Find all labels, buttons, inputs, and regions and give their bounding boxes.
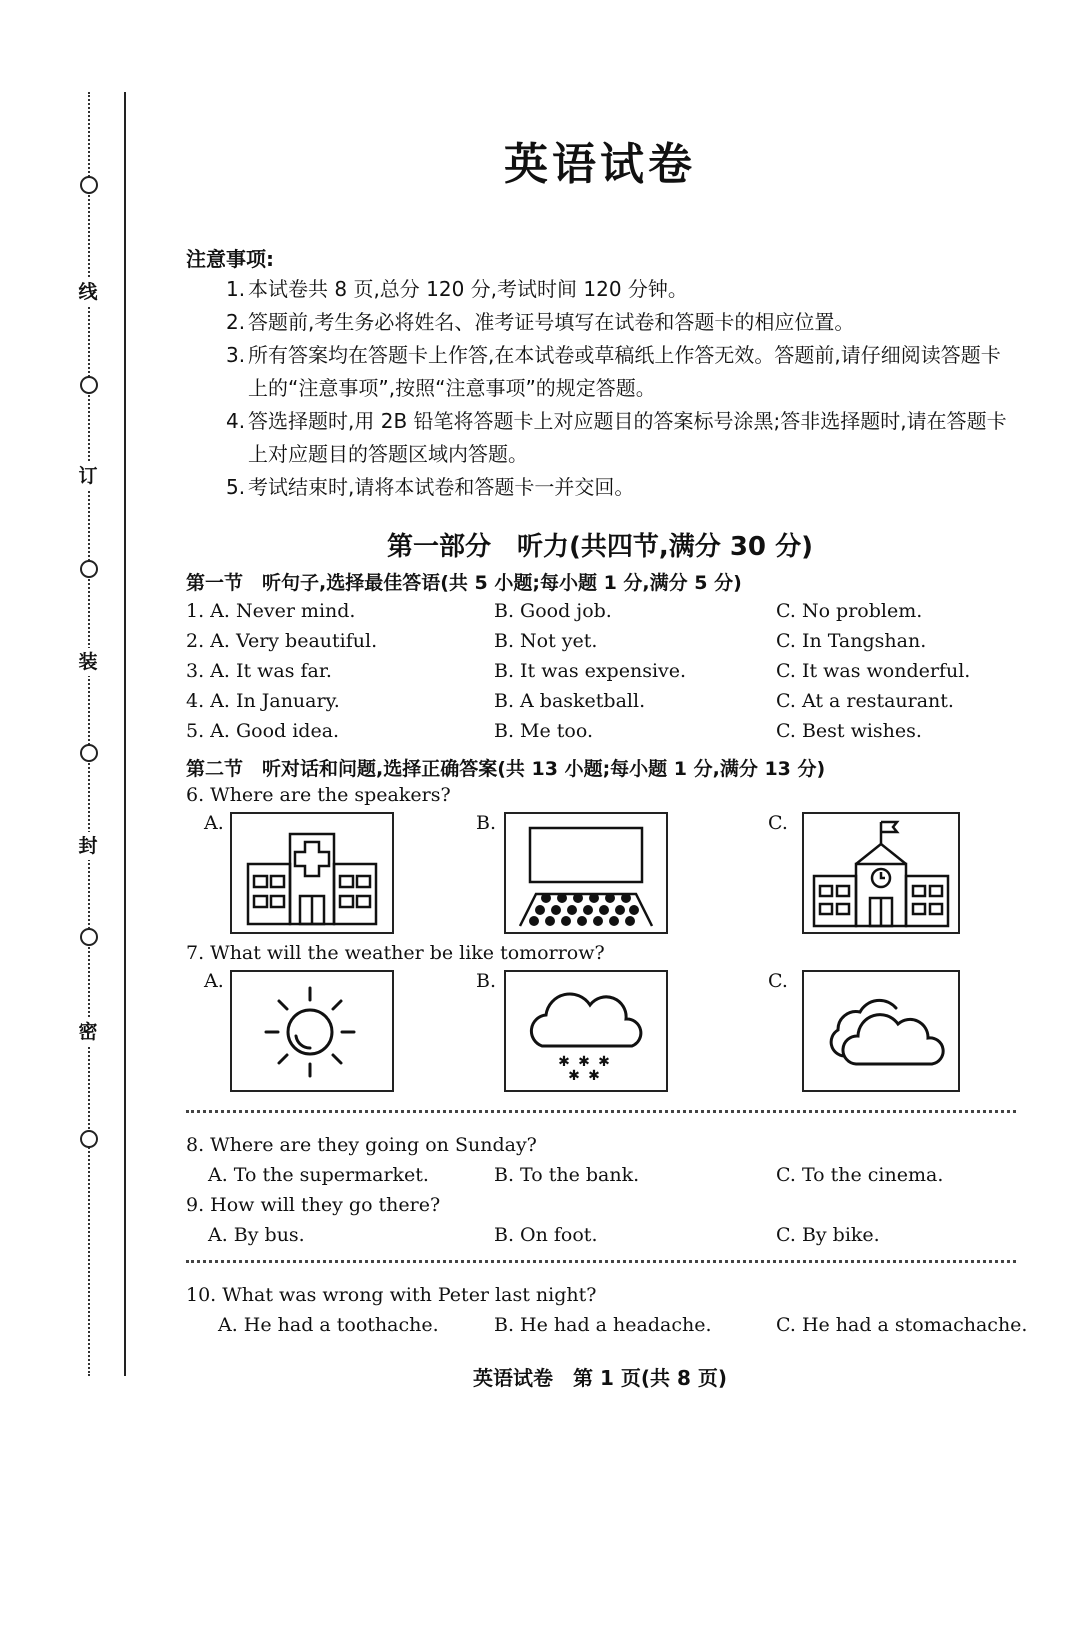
question-9: 9. How will they go there? [186,1194,441,1216]
binding-circle [80,560,98,578]
option-picture-c [802,970,960,1092]
option-a: 1. A. Never mind. [186,600,356,622]
question-row [186,656,1026,686]
sun-icon [232,972,392,1090]
question-row [186,1220,1026,1250]
part-title: 第一部分 听力(共四节,满分 30 分) [387,532,813,562]
pic-label-c: C. [768,812,788,834]
pic-label-b: B. [476,970,497,992]
margin-rule [124,92,126,1376]
note-text: 所有答案均在答题卡上作答,在本试卷或草稿纸上作答无效。答题前,请仔细阅读答题卡上的“注意事项”,按照“注意事项”的规定答题。 [248,343,1001,400]
divider-dotted [186,1110,1016,1113]
option-b: B. He had a headache. [494,1314,712,1336]
note-item [226,273,1016,306]
section-2-title: 第二节 听对话和问题,选择正确答案(共 13 小题;每小题 1 分,满分 13 分) [186,758,826,780]
option-b: B. A basketball. [494,690,646,712]
binding-mark-mi: 密 [74,1018,102,1046]
note-item [226,471,1016,504]
binding-mark-zhuang: 装 [74,648,102,676]
question-row [186,1310,1026,1340]
pic-label-c: C. [768,970,788,992]
option-b: B. It was expensive. [494,660,687,682]
binding-mark-ding: 订 [74,462,102,490]
cinema-icon [506,814,666,932]
note-number: 1. [226,277,246,301]
question-row [186,1160,1026,1190]
pic-label-a: A. [204,970,224,992]
hospital-icon [232,814,392,932]
question-row [186,596,1026,626]
option-b: B. Good job. [494,600,612,622]
school-icon [804,814,958,932]
binding-mark-xian: 线 [74,278,102,306]
question-row [186,716,1026,746]
question-6: 6. Where are the speakers? [186,784,451,806]
page-footer: 英语试卷 第 1 页(共 8 页) [473,1366,727,1390]
option-c: C. By bike. [776,1224,880,1246]
option-a: 3. A. It was far. [186,660,332,682]
divider-dotted [186,1260,1016,1263]
option-c: C. Best wishes. [776,720,922,742]
question-7: 7. What will the weather be like tomorrow? [186,942,605,964]
pic-label-a: A. [204,812,224,834]
option-a: 4. A. In January. [186,690,340,712]
svg-text:✱: ✱ [578,1054,590,1070]
section-1-title: 第一节 听句子,选择最佳答语(共 5 小题;每小题 1 分,满分 5 分) [186,572,742,594]
option-c: C. No problem. [776,600,923,622]
option-c: C. It was wonderful. [776,660,971,682]
question-row [186,626,1026,656]
cloudy-icon [804,972,958,1090]
svg-text:✱: ✱ [558,1054,570,1070]
option-picture-b [504,812,668,934]
note-text: 答选择题时,用 2B 铅笔将答题卡上对应题目的答案标号涂黑;答非选择题时,请在答题卡上对应题目的答题区域内答题。 [248,409,1007,466]
option-a: A. To the supermarket. [208,1164,429,1186]
binding-circle [80,376,98,394]
page-title: 英语试卷 [504,139,696,190]
option-a: 5. A. Good idea. [186,720,340,742]
option-c: C. He had a stomachache. [776,1314,1028,1336]
option-picture-a [230,812,394,934]
question-10: 10. What was wrong with Peter last night? [186,1284,597,1306]
question-row [186,686,1026,716]
option-b: B. Not yet. [494,630,598,652]
svg-text:✱: ✱ [598,1054,610,1070]
option-a: A. He had a toothache. [218,1314,439,1336]
note-item [226,306,1016,339]
option-picture-a [230,970,394,1092]
snow-cloud-icon [506,972,666,1090]
note-item [226,339,1016,405]
option-c: C. In Tangshan. [776,630,927,652]
binding-mark-feng: 封 [74,832,102,860]
pic-label-b: B. [476,812,497,834]
note-text: 答题前,考生务必将姓名、准考证号填写在试卷和答题卡的相应位置。 [248,310,855,334]
binding-circle [80,1130,98,1148]
notes-heading: 注意事项: [186,247,274,271]
binding-circle [80,176,98,194]
option-b: B. Me too. [494,720,593,742]
option-c: C. To the cinema. [776,1164,944,1186]
option-b: B. To the bank. [494,1164,640,1186]
option-picture-b [504,970,668,1092]
note-number: 2. [226,310,246,334]
option-picture-c [802,812,960,934]
option-c: C. At a restaurant. [776,690,954,712]
option-a: A. By bus. [208,1224,305,1246]
option-a: 2. A. Very beautiful. [186,630,378,652]
svg-text:✱: ✱ [588,1068,600,1084]
note-text: 本试卷共 8 页,总分 120 分,考试时间 120 分钟。 [248,277,688,301]
option-b: B. On foot. [494,1224,598,1246]
note-number: 3. [226,343,246,367]
note-text: 考试结束时,请将本试卷和答题卡一并交回。 [248,475,635,499]
note-number: 4. [226,409,246,433]
question-8: 8. Where are they going on Sunday? [186,1134,537,1156]
svg-text:✱: ✱ [568,1068,580,1084]
note-number: 5. [226,475,246,499]
binding-circle [80,744,98,762]
note-item [226,405,1016,471]
binding-circle [80,928,98,946]
